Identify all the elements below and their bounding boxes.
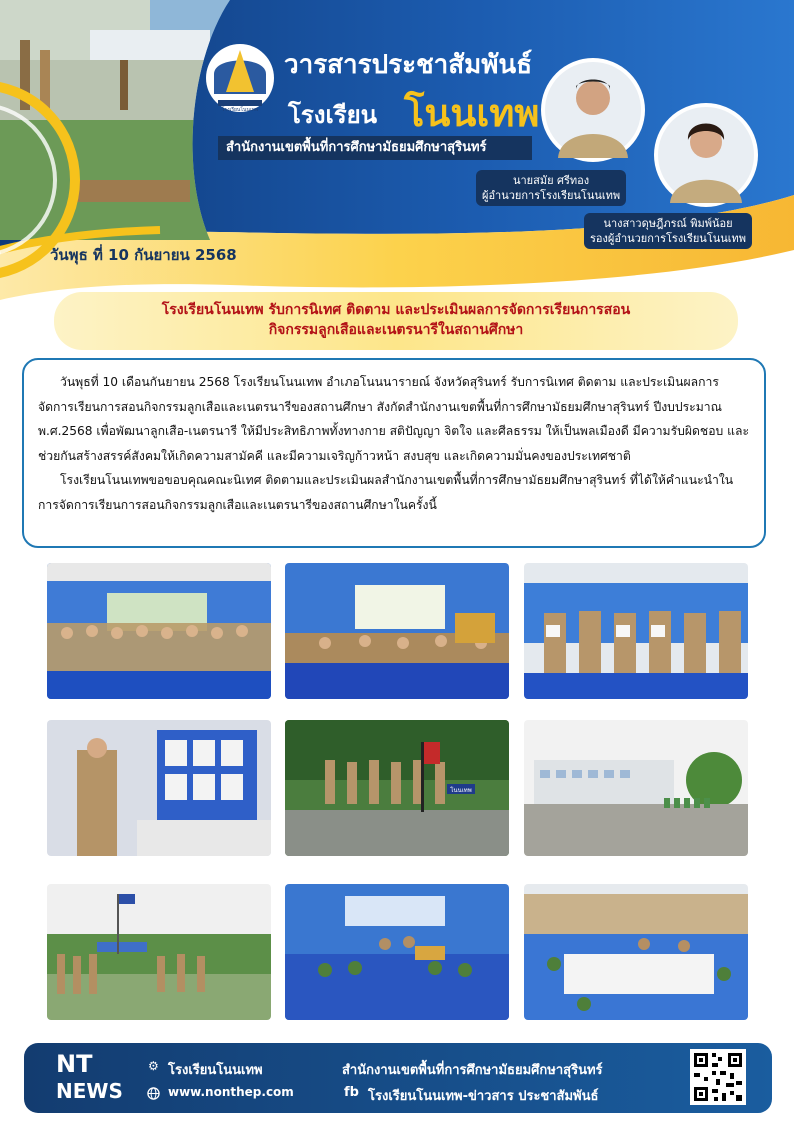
headline-line2: กิจกรรมลูกเสือและเนตรนารีในสถานศึกษา: [268, 322, 524, 338]
headline-banner: [54, 292, 738, 350]
logo-caption: โรงเรียนโนนเทพ: [221, 107, 259, 113]
footer-bar: [24, 1043, 772, 1113]
photo-certificates: [524, 563, 748, 699]
photo-school-field: [524, 720, 748, 856]
user-icon: ⚙: [148, 1059, 159, 1073]
school-logo: [206, 44, 274, 112]
photo-meeting-students: [524, 884, 748, 1020]
school-prefix: โรงเรียน: [288, 101, 378, 129]
footer-website[interactable]: www.nonthep.com: [168, 1085, 294, 1099]
photo-scouts-flag: [285, 720, 509, 856]
footer-school: โรงเรียนโนนเทพ: [168, 1063, 263, 1078]
deputy-name: นางสาวดุษฎีภรณ์ พิมพ์น้อย: [603, 217, 733, 230]
director-name: นายสมัย ศรีทอง: [512, 174, 590, 187]
deputy-caption: [584, 213, 752, 249]
headline-line1: โรงเรียนโนนเทพ รับการนิเทศ ติดตาม และประเมินผลการจัดการเรียนการสอน: [161, 302, 631, 318]
photo-conference-room: [285, 884, 509, 1020]
photo-meeting-group: [47, 563, 271, 699]
portrait-deputy-director: [654, 103, 758, 207]
school-name: โนนเทพ: [404, 91, 540, 135]
photo-flag-ceremony: [47, 884, 271, 1020]
footer-facebook-page[interactable]: โรงเรียนโนนเทพ-ข่าวสาร ประชาสัมพันธ์: [368, 1089, 599, 1104]
photo-meeting-table: [285, 563, 509, 699]
director-role: ผู้อำนวยการโรงเรียนโนนเทพ: [482, 189, 621, 202]
article-paragraph-2: โรงเรียนโนนเทพขอขอบคุณคณะนิเทศ ติดตามและประเมินผลสำนักงานเขตพื้นที่การศึกษามัธยมศึกษาสุรินทร์ ที่ได้ให้คำแนะนำในการจัดการเรียนการสอนกิจกรรมลูกเสือและเนตรนารีของสถานศึกษาในครั้งนี้: [38, 473, 734, 512]
globe-icon: [147, 1087, 160, 1100]
portrait-director: [541, 58, 645, 162]
article-paragraph-1: วันพุธที่ 10 เดือนกันยายน 2568 โรงเรียนโนนเทพ อำเภอโนนนารายณ์ จังหวัดสุรินทร์ รับการนิเทศ ติดตาม และประเมินผลการจัดการเรียนการสอนกิจกรรมลูกเสือและเนตรนารีของสถานศึกษา สังกัดสำนักงานเขตพื้นที่การศึกษามัธยมศึกษาสุรินทร์ ปีงบประมาณ พ.ศ.2568 เพื่อพัฒนาลูกเสือ-เนตรนารี ให้มีประสิทธิภาพทั้งทางกาย สติปัญญา จิตใจ และศีลธรรม ให้เป็นพลเมืองดี มีความรับผิดชอบ และช่วยกันสร้างสรรค์สังคมให้เกิดความสามัคคี และมีความเจริญก้าวหน้า สงบสุข และเกิดความมั่นคงของประเทศชาติ: [38, 375, 749, 463]
article-text-box: [22, 358, 766, 548]
header-banner: [0, 0, 794, 300]
office-name-bar: สำนักงานเขตพื้นที่การศึกษามัธยมศึกษาสุรินทร์: [218, 136, 532, 160]
deputy-role: รองผู้อำนวยการโรงเรียนโนนเทพ: [590, 232, 747, 245]
facebook-icon: fb: [344, 1085, 359, 1100]
director-caption: [476, 170, 626, 206]
newsletter-title: วารสารประชาสัมพันธ์: [284, 50, 533, 80]
qr-code-icon[interactable]: [690, 1049, 746, 1105]
photo-exhibition-board: [47, 720, 271, 856]
brand-nt: NT: [56, 1050, 93, 1078]
scout-sign: โนนเทพ: [450, 787, 472, 794]
brand-news: NEWS: [56, 1079, 123, 1103]
footer-office: สำนักงานเขตพื้นที่การศึกษามัธยมศึกษาสุรินทร์: [342, 1063, 603, 1078]
publication-date: วันพุธ ที่ 10 กันยายน 2568: [50, 246, 237, 264]
